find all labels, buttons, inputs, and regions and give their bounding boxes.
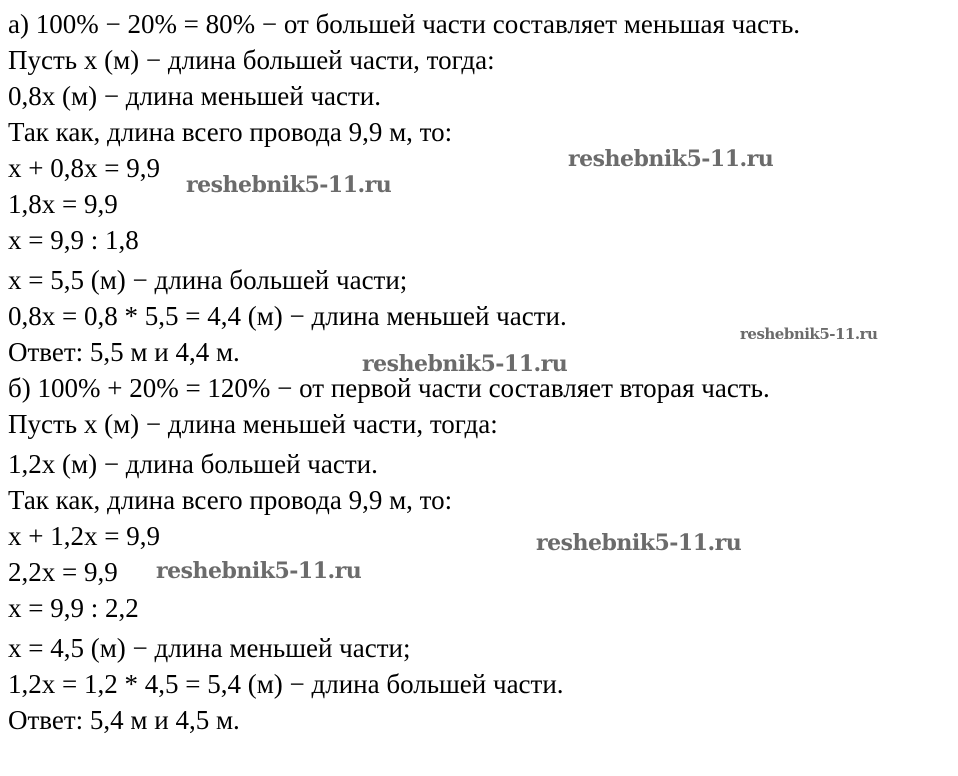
watermark: reshebnik5-11.ru: [568, 146, 774, 172]
part-b-line-7: х = 9,9 : 2,2: [8, 593, 139, 623]
part-a-line-3: 0,8х (м) − длина меньшей части.: [8, 81, 381, 111]
part-a-line-7: х = 9,9 : 1,8: [8, 225, 139, 255]
part-a-line-9: 0,8х = 0,8 * 5,5 = 4,4 (м) − длина меньшей части.: [8, 301, 567, 331]
watermark: reshebnik5-11.ru: [740, 325, 878, 343]
part-b-line-1: б) 100% + 20% = 120% − от первой части составляет вторая часть.: [8, 373, 770, 403]
part-a-line-4: Так как, длина всего провода 9,9 м, то:: [8, 117, 453, 147]
watermark: reshebnik5-11.ru: [536, 530, 742, 556]
part-b-line-6: 2,2х = 9,9: [8, 557, 118, 587]
part-b-line-3: 1,2х (м) − длина большей части.: [8, 449, 378, 479]
part-b-line-5: х + 1,2х = 9,9: [8, 521, 160, 551]
part-b-line-9: 1,2х = 1,2 * 4,5 = 5,4 (м) − длина большей части.: [8, 669, 564, 699]
part-a-line-2: Пусть х (м) − длина большей части, тогда:: [8, 45, 495, 75]
part-b-line-8: х = 4,5 (м) − длина меньшей части;: [8, 633, 411, 663]
part-a-answer: Ответ: 5,5 м и 4,4 м.: [8, 337, 240, 367]
watermark: reshebnik5-11.ru: [362, 351, 568, 377]
part-a-line-5: х + 0,8х = 9,9: [8, 153, 160, 183]
part-b-line-4: Так как, длина всего провода 9,9 м, то:: [8, 485, 453, 515]
part-b-answer: Ответ: 5,4 м и 4,5 м.: [8, 705, 240, 735]
part-b-line-2: Пусть х (м) − длина меньшей части, тогда:: [8, 409, 498, 439]
part-a-line-1: а) 100% − 20% = 80% − от большей части составляет меньшая часть.: [8, 9, 801, 39]
part-a-line-8: х = 5,5 (м) − длина большей части;: [8, 265, 408, 295]
part-a-line-6: 1,8х = 9,9: [8, 189, 118, 219]
watermark: reshebnik5-11.ru: [156, 558, 362, 584]
watermark: reshebnik5-11.ru: [186, 172, 392, 198]
